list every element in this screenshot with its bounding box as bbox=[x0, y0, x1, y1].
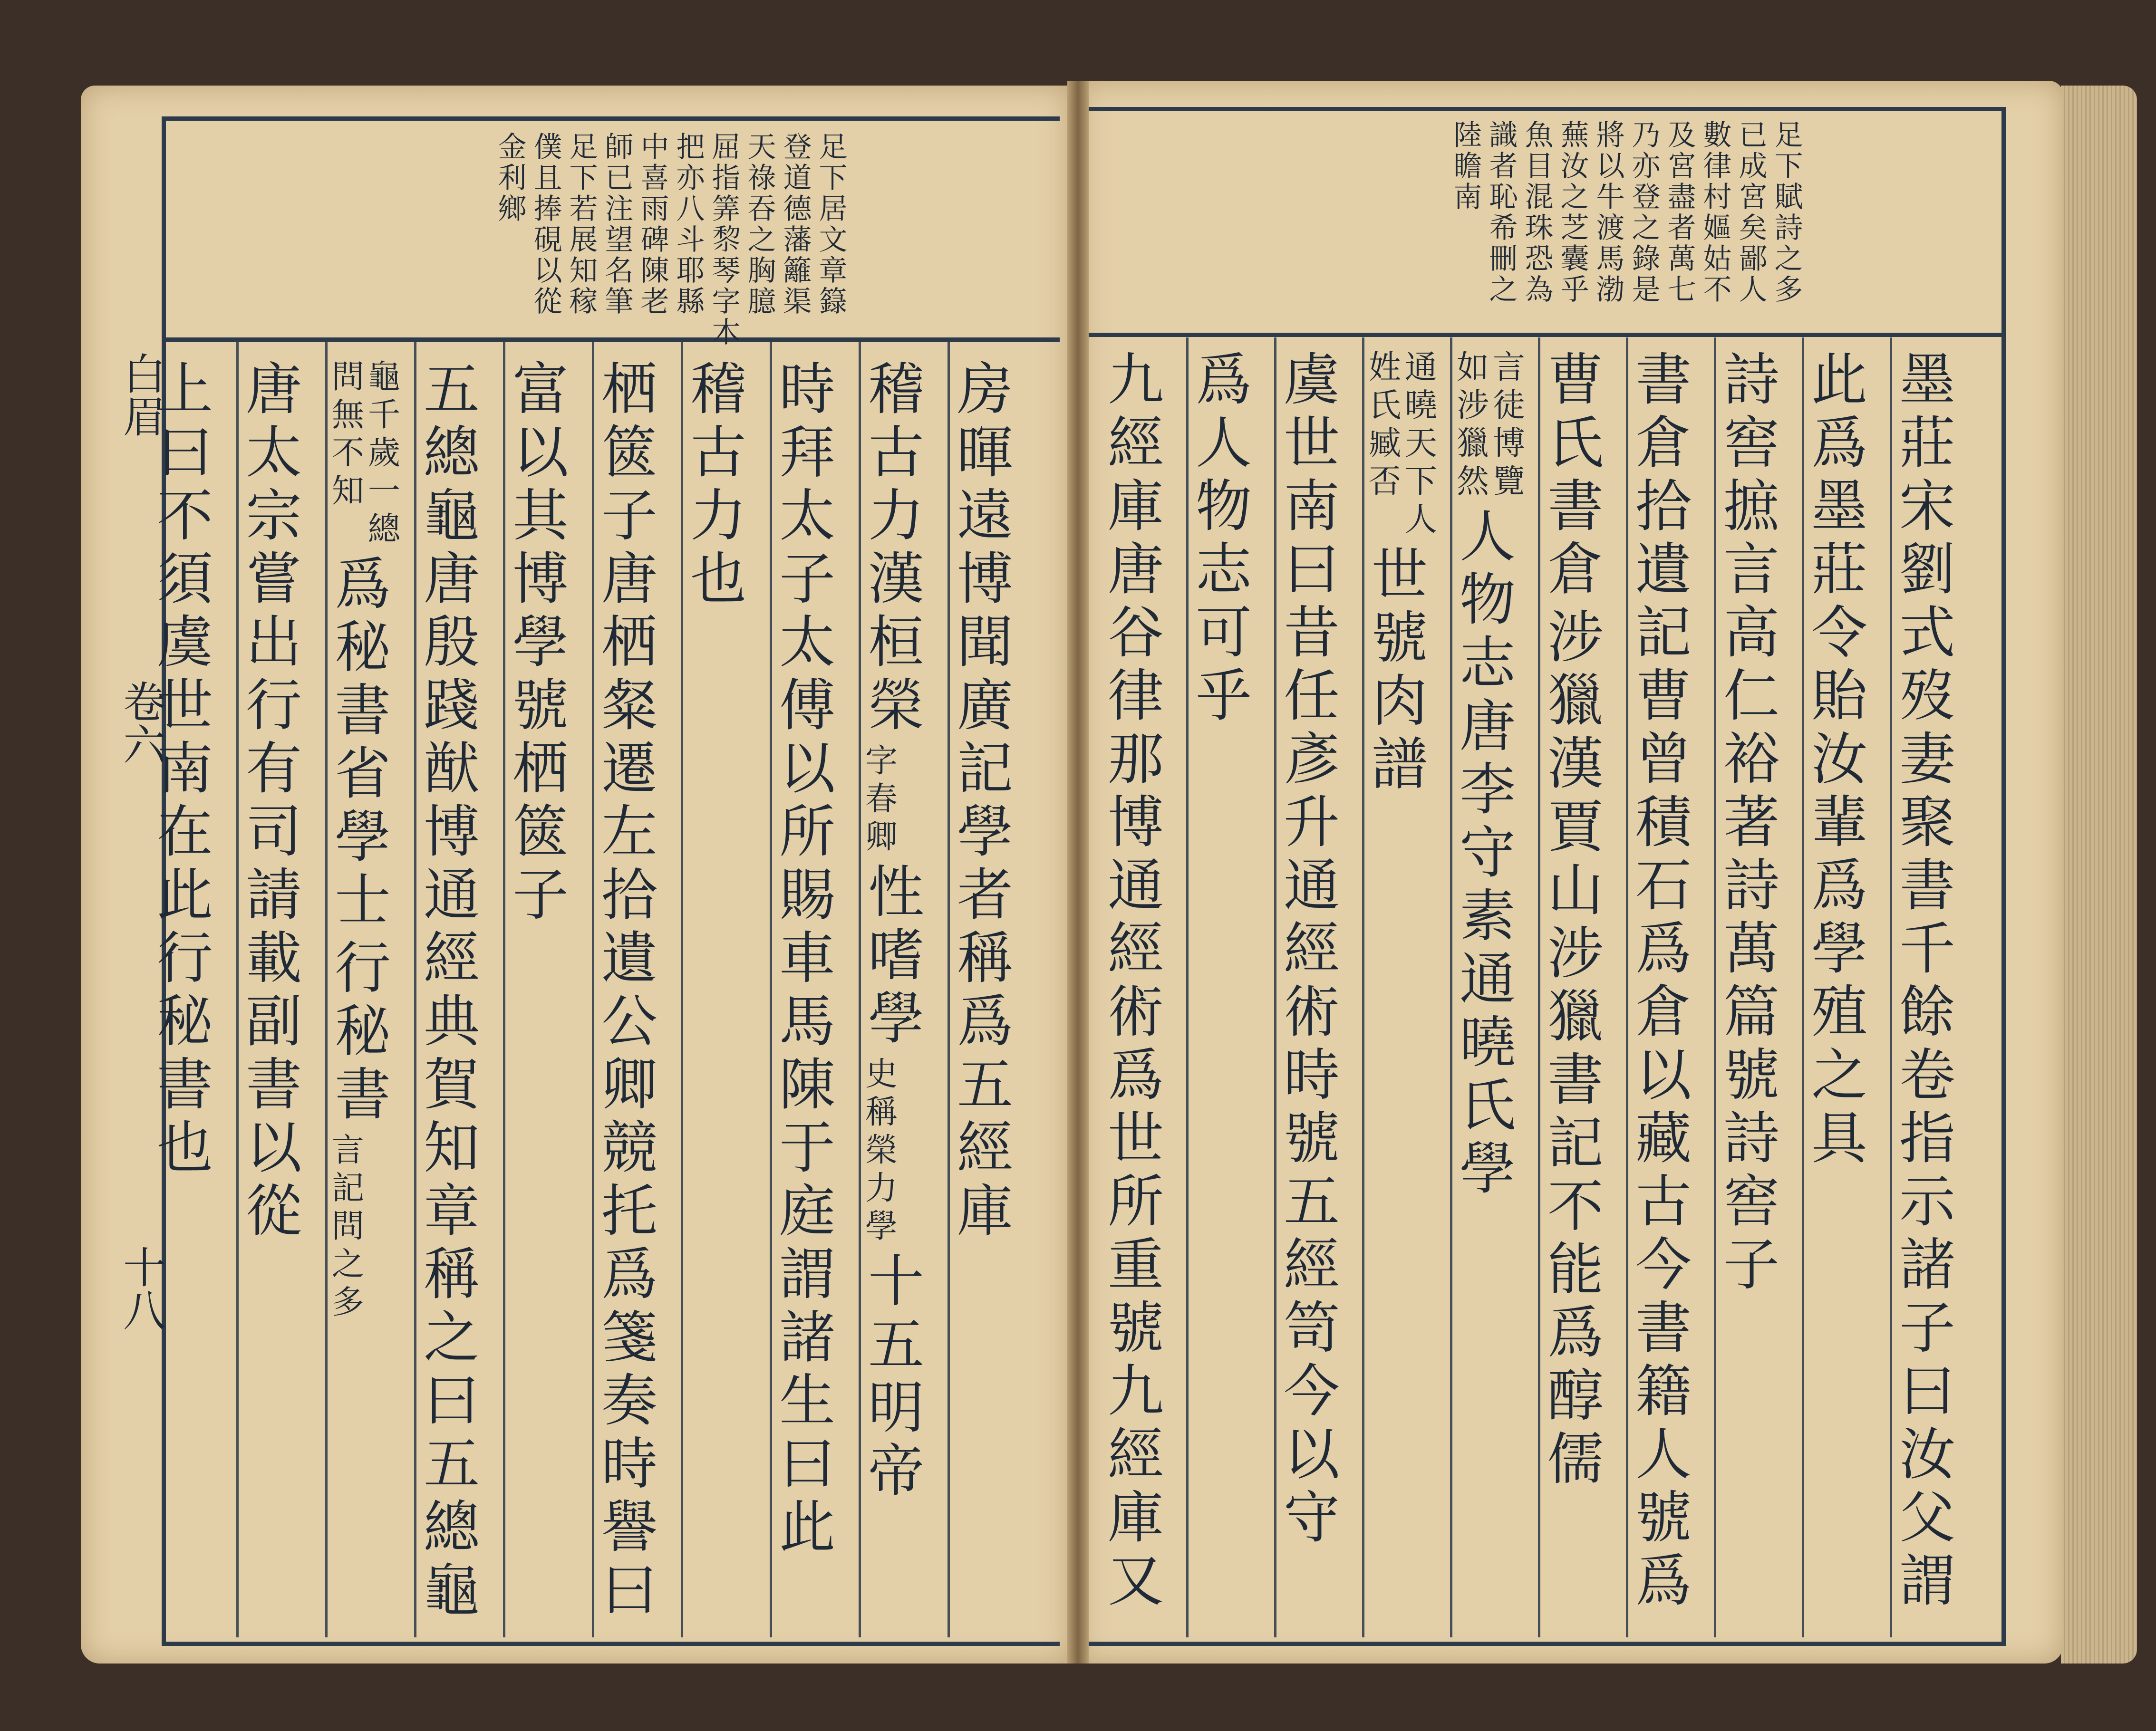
left-body-column-13: 行 秘 書 bbox=[335, 935, 391, 1127]
left-column-rule bbox=[236, 342, 239, 1637]
left-header-note-3: 屈 指 筭 𥟖 琴 字 木 bbox=[712, 131, 741, 349]
left-column-rule bbox=[414, 342, 416, 1637]
left-fold-column bbox=[105, 342, 165, 1637]
right-header-note-2: 數 律 村 嫗 姑 不 bbox=[1703, 119, 1732, 307]
right-body-annotation-line-8-0: 通 曉 天 下 人 bbox=[1405, 349, 1438, 539]
left-body-column-0: 房 暉 遠 博 聞 廣 記 學 者 稱 爲 五 經 庫 bbox=[957, 356, 1014, 1244]
right-column-rule bbox=[1450, 337, 1452, 1637]
left-body-column-9: 富 以 其 博 學 號 栖 篋 子 bbox=[512, 356, 569, 928]
left-body-annotation-line-4-0: 史 稱 榮 力 學 bbox=[865, 1056, 898, 1245]
left-header-note-0: 足 下 居 文 章 籙 bbox=[819, 131, 848, 318]
left-header-note-9: 金 利 鄉 bbox=[498, 131, 527, 226]
left-body-annotation-line-11-1: 問 無 不 知 bbox=[332, 358, 365, 510]
right-column-rule bbox=[1362, 337, 1364, 1637]
left-body-column-3: 性 嗜 學 bbox=[868, 859, 925, 1051]
right-header-note-7: 魚 目 混 珠 恐 為 bbox=[1525, 119, 1554, 307]
right-column-rule bbox=[1626, 337, 1628, 1637]
right-header-note-5: 將 以 牛 渡 馬 渤 bbox=[1596, 119, 1625, 307]
left-column-rule bbox=[325, 342, 328, 1637]
right-header-note-8: 識 者 恥 希 刪 之 bbox=[1489, 119, 1518, 307]
right-body-column-5: 涉 獵 漢 賈 山 涉 獵 書 記 不 能 爲 醇 儒 bbox=[1547, 605, 1604, 1492]
left-header-note-7: 足 下 若 展 知 稼 bbox=[569, 131, 598, 318]
left-body-column-15: 唐 太 宗 嘗 出 行 有 司 請 載 副 書 以 從 bbox=[246, 356, 302, 1244]
right-header-note-6: 蕪 汝 之 芝 囊 乎 bbox=[1560, 119, 1589, 307]
left-body-annotation-14 bbox=[330, 1132, 366, 1325]
left-column-rule bbox=[859, 342, 861, 1637]
left-body-column-12: 爲 秘 書 省 學 士 bbox=[335, 551, 391, 933]
right-header-note-1: 已 成 宮 矣 鄙 人 bbox=[1739, 119, 1768, 307]
left-body-annotation-11 bbox=[330, 358, 402, 551]
right-header-divider bbox=[1089, 333, 2006, 337]
book-gutter bbox=[1067, 81, 1089, 1664]
left-column-rule bbox=[770, 342, 772, 1637]
right-column-rule bbox=[1714, 337, 1716, 1637]
left-column-rule bbox=[947, 342, 950, 1637]
right-body-annotation-line-6-0: 言 徒 博 覽 bbox=[1493, 349, 1526, 500]
left-body-column-6: 時 拜 太 子 太 傅 以 所 賜 車 馬 陳 于 庭 謂 諸 生 曰 此 bbox=[779, 356, 836, 1560]
left-body-column-1: 稽 古 力 漢 桓 榮 bbox=[868, 356, 925, 738]
left-body-column-8: 栖 篋 子 唐 栖 粲 遷 左 拾 遺 公 卿 競 托 爲 箋 奏 時 譽 曰 bbox=[601, 356, 658, 1623]
right-column-rule bbox=[1274, 337, 1276, 1637]
right-body-column-1: 此 爲 墨 莊 令 貽 汝 輩 爲 學 殖 之 具 bbox=[1811, 347, 1868, 1171]
left-body-annotation-line-2-0: 字 春 卿 bbox=[865, 742, 898, 856]
right-column-rule bbox=[1538, 337, 1540, 1637]
right-header-note-4: 乃 亦 登 之 錄 是 bbox=[1632, 119, 1661, 307]
right-header-note-9: 陸 瞻 南 bbox=[1453, 119, 1482, 214]
left-body-column-16: 上 曰 不 須 虞 世 南 在 此 行 秘 書 也 bbox=[157, 356, 213, 1181]
left-column-rule bbox=[681, 342, 683, 1637]
left-body-annotation-line-14-0: 言 記 問 之 多 bbox=[332, 1132, 365, 1321]
left-header-note-1: 登 道 德 藩 籬 渠 bbox=[783, 131, 812, 318]
right-body-column-7: 人 物 志 唐 李 守 素 通 曉 氏 學 bbox=[1460, 504, 1516, 1202]
right-body-column-10: 虞 世 南 曰 昔 任 彥 升 通 經 術 時 號 五 經 笥 今 以 守 bbox=[1284, 347, 1340, 1550]
right-column-rule bbox=[1802, 337, 1804, 1637]
left-header-note-2: 天 祿 吞 之 胸 臆 bbox=[747, 131, 776, 318]
left-body-annotation-line-11-0: 龜 千 歲 一 總 bbox=[368, 358, 401, 548]
left-body-column-10: 五 總 龜 唐 殷 踐 猷 博 通 經 典 賀 知 章 稱 之 曰 五 總 龜 bbox=[424, 356, 480, 1623]
right-body-annotation-line-8-1: 姓 氏 臧 否 bbox=[1369, 349, 1402, 500]
right-body-annotation-line-6-1: 如 涉 獵 然 bbox=[1457, 349, 1489, 500]
right-body-column-0: 墨 莊 宋 劉 式 歿 妻 聚 書 千 餘 卷 指 示 諸 子 曰 汝 父 謂 bbox=[1899, 347, 1956, 1614]
left-body-column-5: 十 五 明 帝 bbox=[868, 1249, 925, 1504]
right-header-note-3: 及 宮 盡 者 萬 七 bbox=[1667, 119, 1696, 307]
right-body-column-3: 書 倉 拾 遺 記 曹 曾 積 石 爲 倉 以 藏 古 今 書 籍 人 號 爲 bbox=[1635, 347, 1692, 1614]
fold-volume: 卷六 bbox=[116, 680, 165, 765]
left-header-note-5: 中 喜 雨 碑 陳 老 bbox=[640, 131, 669, 318]
right-column-rule bbox=[1186, 337, 1189, 1637]
left-header-note-4: 把 亦 八 斗 耶 縣 bbox=[676, 131, 705, 318]
right-column-rule bbox=[1890, 337, 1892, 1637]
right-body-column-11: 爲 人 物 志 可 乎 bbox=[1196, 347, 1252, 729]
left-column-rule bbox=[592, 342, 594, 1637]
left-header-divider bbox=[162, 337, 1060, 342]
right-body-column-2: 詩 窖 摭 言 高 仁 裕 著 詩 萬 篇 號 詩 窖 子 bbox=[1723, 347, 1780, 1298]
left-header-note-6: 師 已 注 望 名 筆 bbox=[605, 131, 634, 318]
left-header-note-8: 僕 且 捧 硯 以 從 bbox=[533, 131, 562, 318]
fold-leaf-number: 十八 bbox=[116, 1245, 165, 1331]
right-body-column-12: 九 經 庫 唐 谷 律 那 博 通 經 術 爲 世 所 重 號 九 經 庫 又 bbox=[1108, 347, 1164, 1614]
left-body-annotation-2 bbox=[863, 742, 899, 859]
page-edge bbox=[2061, 86, 2137, 1664]
right-body-annotation-8 bbox=[1367, 349, 1439, 542]
right-body-column-9: 世 號 肉 譜 bbox=[1372, 542, 1428, 797]
left-body-column-7: 稽 古 力 也 bbox=[690, 356, 747, 612]
fold-title: 白眉 bbox=[116, 352, 165, 437]
right-body-column-4: 曹 氏 書 倉 bbox=[1547, 347, 1604, 602]
left-column-rule bbox=[503, 342, 505, 1637]
left-body-annotation-4 bbox=[863, 1058, 899, 1249]
right-body-annotation-6 bbox=[1455, 349, 1527, 504]
right-header-note-0: 足 下 賦 詩 之 多 bbox=[1774, 119, 1803, 307]
